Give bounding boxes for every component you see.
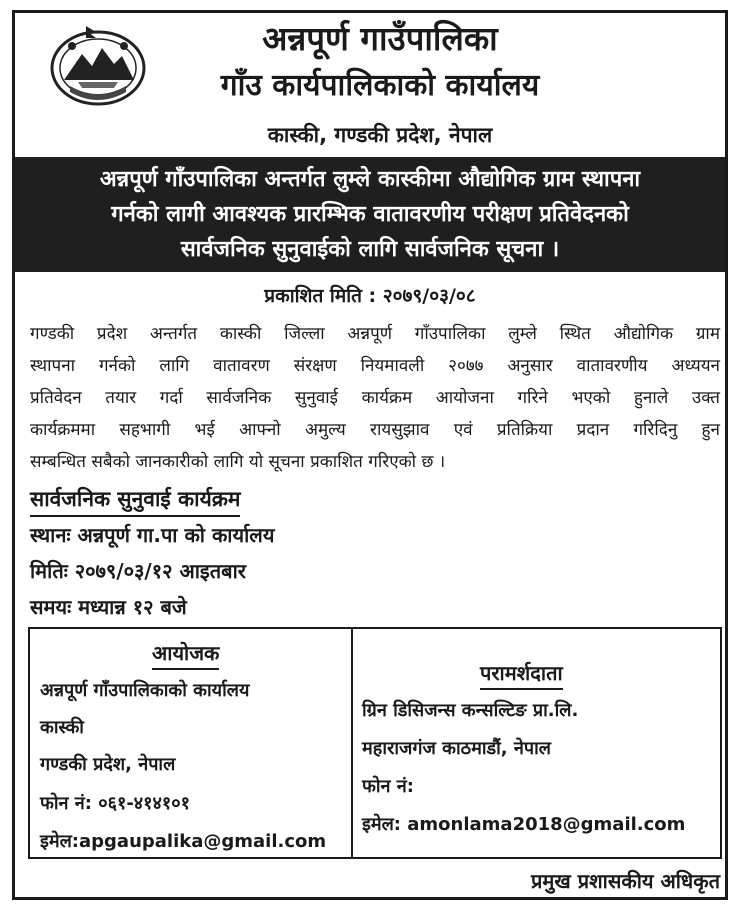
program-venue: स्थानः अन्नपूर्ण गा.पा को कार्यालय [30,523,275,547]
contact-boxes [28,627,722,859]
page-title: अन्नपूर्ण गाउँपालिका [262,19,498,58]
organizer-phone: फोन नं: ०६१-४१४१०१ [40,793,190,814]
body-line: सम्बन्धित सबैको जानकारीको लागि यो सूचना प्रकाशित गरिएको छ । [30,452,446,472]
consultant-address: महाराजगंज काठमाडौं, नेपाल [362,738,551,759]
program-date: मितिः २०७९/०३/१२ आइतबार [30,559,246,583]
program-heading: सार्वजनिक सुनुवाई कार्यक्रम [30,484,240,517]
notice-body [30,318,720,478]
body-line: प्रतिवेदन तयार गर्दा सार्वजनिक सुनुवाई कार्यक्रम आयोजना गरिने भएको हुनाले उक्त [30,388,720,408]
organizer-name: अन्नपूर्ण गाँउपालिकाको कार्यालय [40,680,250,701]
consultant-phone: फोन नं: [362,776,414,797]
banner-line: अन्नपूर्ण गाँउपालिका अन्तर्गत लुम्ले कास्कीमा औद्योगिक ग्राम स्थापना [99,167,641,192]
banner-line: गर्नको लागी आवश्यक प्रारम्भिक वातावरणीय परीक्षण प्रतिवेदनको [111,202,629,227]
office-address: कास्की, गण्डकी प्रदेश, नेपाल [267,123,493,147]
consultant-email: इमेल: amonlama2018@gmail.com [362,814,686,835]
published-date: प्रकाशित मिति : २०७९/०३/०८ [264,285,476,307]
organizer-heading: आयोजक [152,639,219,670]
program-time: समयः मध्यान्न १२ बजे [30,595,187,619]
consultant-name: ग्रिन डिसिजन्स कन्सल्टिङ प्रा.लि. [362,700,579,721]
body-line: कार्यक्रममा सहभागी भई आफ्नो अमुल्य रायसुझाव एवं प्रतिक्रिया प्रदान गरिदिनु हुन [30,420,720,440]
notice-banner [15,157,725,272]
nepal-emblem-icon [48,22,148,108]
organizer-email: इमेल:apgaupalika@gmail.com [40,831,327,852]
organizer-district: कास्की [40,717,84,738]
body-line: स्थापना गर्नको लागि वातावरण संरक्षण नियमावली २०७७ अनुसार वातावरणीय अध्ययन [30,356,720,376]
organizer-province: गण्डकी प्रदेश, नेपाल [40,754,176,775]
consultant-heading: परामर्शदाता [480,659,563,690]
box-divider [351,629,353,859]
banner-line: सार्वजनिक सुनुवाईको लागि सार्वजनिक सूचना । [180,237,560,262]
body-line: गण्डकी प्रदेश अन्तर्गत कास्की जिल्ला अन्नपूर्ण गाँउपालिका लुम्ले स्थित औद्योगिक ग्राम [30,324,720,344]
office-name: गाँउ कार्यपालिकाको कार्यालय [220,68,540,103]
signatory-title: प्रमुख प्रशासकीय अधिकृत [531,869,720,893]
